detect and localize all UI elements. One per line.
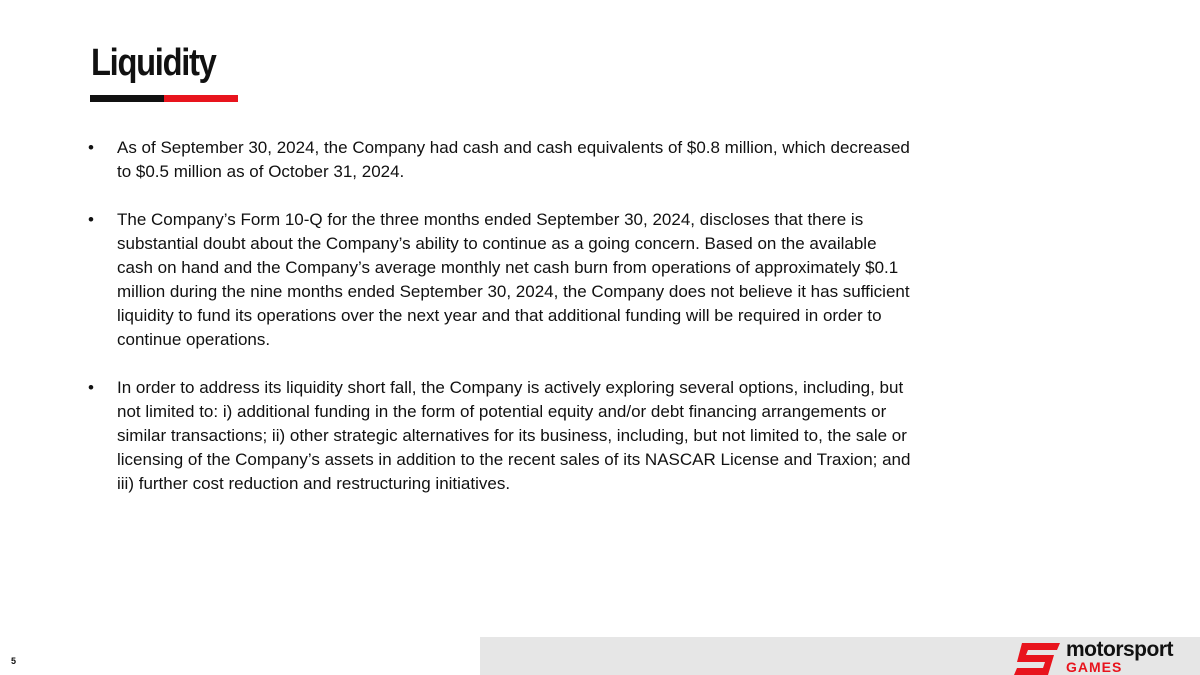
motorsport-logo-icon [1014, 643, 1060, 675]
bullet-text: The Company’s Form 10-Q for the three months ended September 30, 2024, discloses that there is substantial doubt about the Company’s ability to continue as a going concern. Based on the available cash on hand and the Company’s average monthly net cash burn from operations of approximately $0.1 million during the nine months ended September 30, 2024, the Company does not believe it has sufficient liquidity to fund its operations over the next year and that additional funding will be required in order to continue operations. [117, 210, 910, 349]
bullet-text: As of September 30, 2024, the Company had cash and cash equivalents of $0.8 million, which decreased to $0.5 million as of October 31, 2024. [117, 138, 910, 181]
company-logo [1014, 638, 1200, 675]
bullet-item [88, 136, 988, 184]
page-number: 5 [11, 656, 17, 666]
title-underline [90, 95, 238, 102]
bullet-marker: • [88, 138, 94, 157]
bullet-list [88, 136, 988, 520]
bullet-text: In order to address its liquidity short fall, the Company is actively exploring several options, including, but not limited to: i) additional funding in the form of potential equity and/or debt financing arrangements or similar transactions; ii) other strategic alternatives for its business, including, but not limited to, the sale or licensing of the Company’s assets in addition to the recent sales of its NASCAR License and Traxion; and iii) further cost reduction and restructuring initiatives. [117, 378, 911, 493]
title-underline-red-segment [164, 95, 238, 102]
title-underline-dark-segment [90, 95, 164, 102]
slide-title: Liquidity [91, 42, 216, 84]
logo-wordmark-bottom: GAMES [1066, 659, 1123, 675]
bullet-marker: • [88, 378, 94, 397]
bullet-item [88, 208, 988, 352]
logo-wordmark-top: motorsport [1066, 638, 1173, 661]
bullet-marker: • [88, 210, 94, 229]
bullet-item [88, 376, 988, 496]
